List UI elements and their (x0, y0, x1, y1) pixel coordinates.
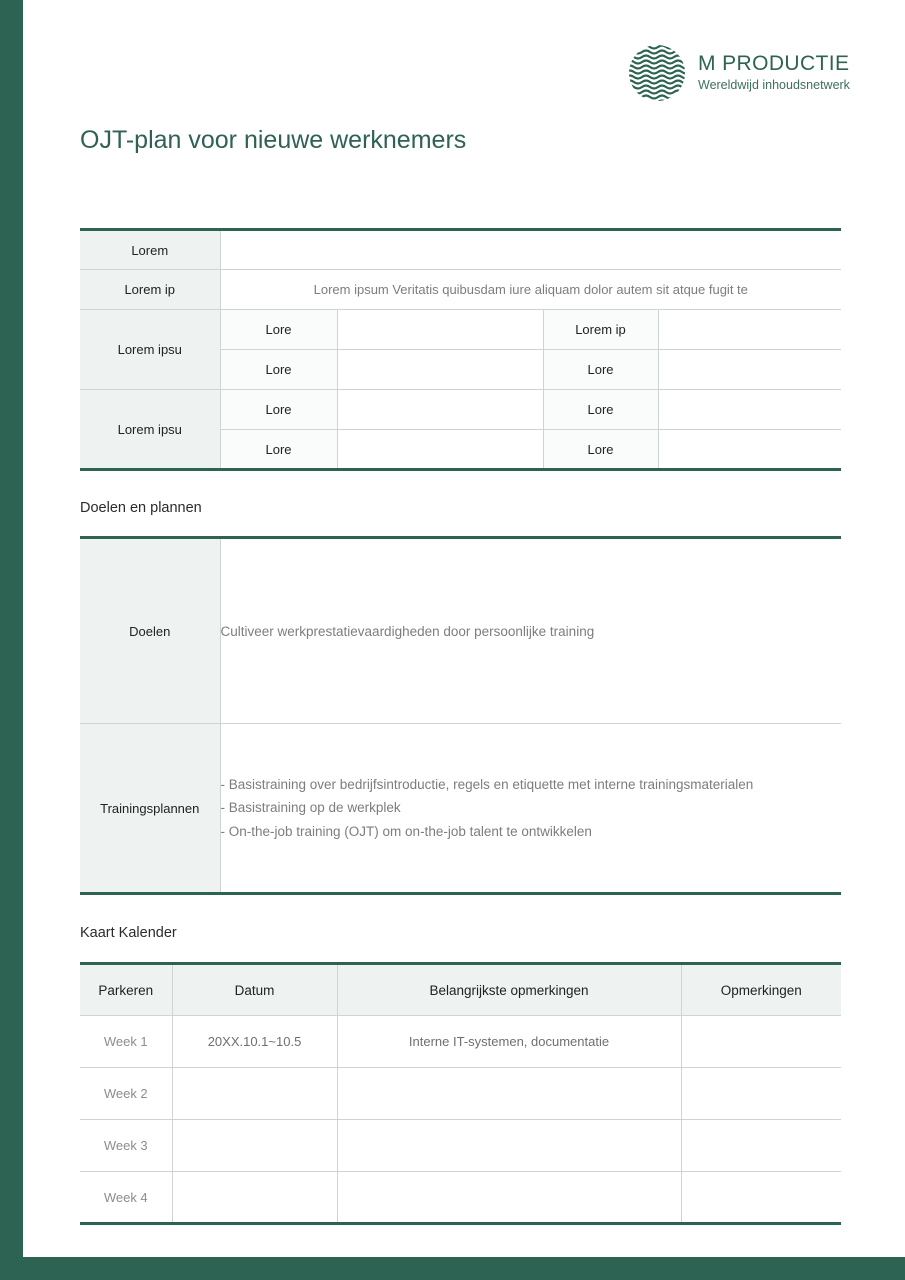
calendar-datum-cell[interactable]: 20XX.10.1~10.5 (172, 1016, 337, 1068)
table-row (80, 390, 841, 430)
basic-sub-value[interactable] (337, 430, 543, 470)
basic-sub-label: Lore (543, 350, 658, 390)
calendar-datum-cell[interactable] (172, 1120, 337, 1172)
basic-sub-label: Lore (220, 350, 337, 390)
calendar-datum-cell[interactable] (172, 1172, 337, 1224)
brand-tagline: Wereldwijd inhoudsnetwerk (698, 78, 850, 93)
table-row (80, 1068, 841, 1120)
column-header-parkeren: Parkeren (80, 964, 172, 1016)
basic-sub-value[interactable] (658, 350, 841, 390)
calendar-week-label: Week 1 (80, 1016, 172, 1068)
table-row (80, 1120, 841, 1172)
table-row (80, 724, 841, 894)
plans-line: - On-the-job training (OJT) om on-the-job talent te ontwikkelen (220, 823, 592, 839)
plans-line: - Basistraining over bedrijfsintroductie, regels en etiquette met interne trainingsmaterialen (220, 777, 754, 793)
calendar-week-label: Week 2 (80, 1068, 172, 1120)
basic-sub-label: Lore (543, 390, 658, 430)
basic-sub-label: Lore (220, 390, 337, 430)
basic-sub-value[interactable] (658, 390, 841, 430)
basic-sub-value[interactable] (658, 310, 841, 350)
basic-sub-value[interactable] (337, 310, 543, 350)
basic-group-label: Lorem ipsu (80, 310, 220, 390)
basic-row-label: Lorem (80, 230, 220, 270)
calendar-week-label: Week 4 (80, 1172, 172, 1224)
column-header-datum: Datum (172, 964, 337, 1016)
basic-row-label: Lorem ip (80, 270, 220, 310)
plans-label: Trainingsplannen (80, 724, 220, 894)
section-heading-calendar: Kaart Kalender (80, 925, 177, 941)
calendar-notes-cell[interactable] (337, 1068, 681, 1120)
brand-name: M PRODUCTIE (698, 52, 850, 76)
table-header-row (80, 964, 841, 1016)
plans-value[interactable] (220, 724, 841, 894)
basic-sub-label: Lorem ip (543, 310, 658, 350)
wave-circle-logo-icon (628, 44, 686, 102)
table-row (80, 1016, 841, 1068)
goals-value[interactable]: Cultiveer werkprestatievaardigheden door persoonlijke training (220, 538, 841, 724)
table-row (80, 538, 841, 724)
section-heading-goals: Doelen en plannen (80, 500, 202, 516)
calendar-remarks-cell[interactable] (681, 1172, 841, 1224)
basic-sub-label: Lore (220, 430, 337, 470)
basic-row-value[interactable] (220, 230, 841, 270)
calendar-datum-cell[interactable] (172, 1068, 337, 1120)
page-title: OJT-plan voor nieuwe werknemers (80, 126, 467, 154)
basic-sub-value[interactable] (658, 430, 841, 470)
goals-plans-table (80, 536, 841, 895)
basic-sub-value[interactable] (337, 350, 543, 390)
column-header-belangrijkste-opmerkingen: Belangrijkste opmerkingen (337, 964, 681, 1016)
basic-group-label: Lorem ipsu (80, 390, 220, 470)
calendar-week-label: Week 3 (80, 1120, 172, 1172)
brand-logo (628, 44, 850, 102)
calendar-notes-cell[interactable] (337, 1120, 681, 1172)
goals-label: Doelen (80, 538, 220, 724)
calendar-notes-cell[interactable] (337, 1172, 681, 1224)
basic-sub-label: Lore (220, 310, 337, 350)
plans-line: - Basistraining op de werkplek (220, 800, 401, 816)
basic-sub-value[interactable] (337, 390, 543, 430)
brand-text (698, 53, 850, 92)
basic-row-value[interactable]: Lorem ipsum Veritatis quibusdam iure aliquam dolor autem sit atque fugit te (220, 270, 841, 310)
calendar-remarks-cell[interactable] (681, 1068, 841, 1120)
table-row (80, 270, 841, 310)
table-row (80, 230, 841, 270)
column-header-opmerkingen: Opmerkingen (681, 964, 841, 1016)
calendar-notes-cell[interactable]: Interne IT-systemen, documentatie (337, 1016, 681, 1068)
calendar-remarks-cell[interactable] (681, 1016, 841, 1068)
calendar-table (80, 962, 841, 1225)
calendar-remarks-cell[interactable] (681, 1120, 841, 1172)
basic-info-table (80, 228, 841, 471)
table-row (80, 1172, 841, 1224)
table-row (80, 310, 841, 350)
basic-sub-label: Lore (543, 430, 658, 470)
